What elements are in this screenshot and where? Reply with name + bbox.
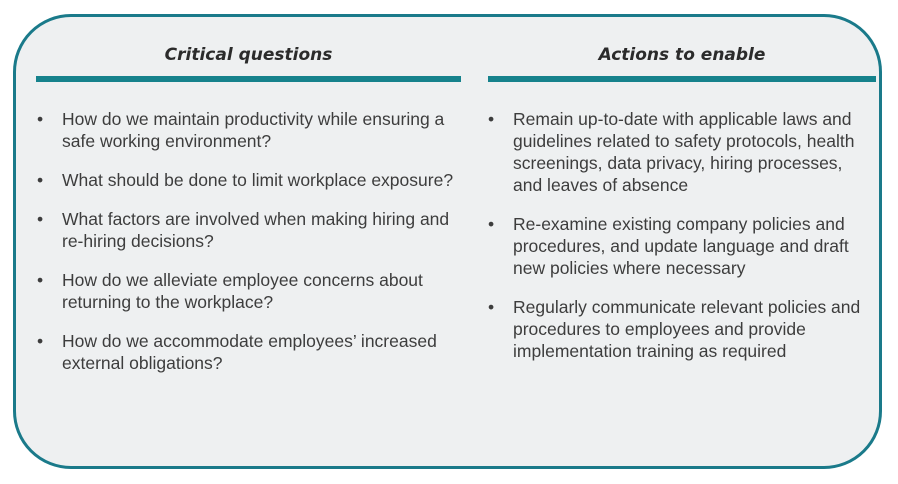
list-item-text: Re-examine existing company policies and procedures, and update language and draft new policies where necessary (513, 214, 849, 278)
list-item-text: How do we alleviate employee concerns about returning to the workplace? (62, 270, 423, 312)
right-column-rule (488, 76, 876, 82)
list-item-text: Regularly communicate relevant policies and procedures to employees and provide implementation training as required (513, 297, 861, 361)
actions-to-enable-list (488, 108, 868, 379)
list-item (37, 330, 469, 374)
bullet-icon: • (37, 209, 44, 229)
list-item (488, 296, 868, 362)
list-item-text: What should be done to limit workplace exposure? (62, 170, 454, 190)
list-item-text: What factors are involved when making hiring and re-hiring decisions? (62, 209, 450, 251)
list-item (488, 213, 868, 279)
bullet-icon: • (37, 170, 44, 190)
bullet-icon: • (37, 270, 44, 290)
list-item (37, 269, 469, 313)
list-item (37, 208, 469, 252)
list-item (488, 108, 868, 196)
left-column-rule (36, 76, 461, 82)
list-item (37, 169, 469, 191)
bullet-icon: • (488, 109, 495, 129)
list-item-text: How do we maintain productivity while ensuring a safe working environment? (62, 109, 445, 151)
list-item-text: How do we accommodate employees’ increased external obligations? (62, 331, 437, 373)
list-item-text: Remain up-to-date with applicable laws and guidelines related to safety protocols, health screenings, data privacy, hiring processes, and leaves of absence (513, 109, 855, 195)
critical-questions-list (37, 108, 469, 391)
bullet-icon: • (488, 297, 495, 317)
list-item (37, 108, 469, 152)
right-column-title: Actions to enable (598, 45, 766, 65)
bullet-icon: • (37, 331, 44, 351)
bullet-icon: • (37, 109, 44, 129)
left-column-title: Critical questions (164, 45, 333, 65)
bullet-icon: • (488, 214, 495, 234)
